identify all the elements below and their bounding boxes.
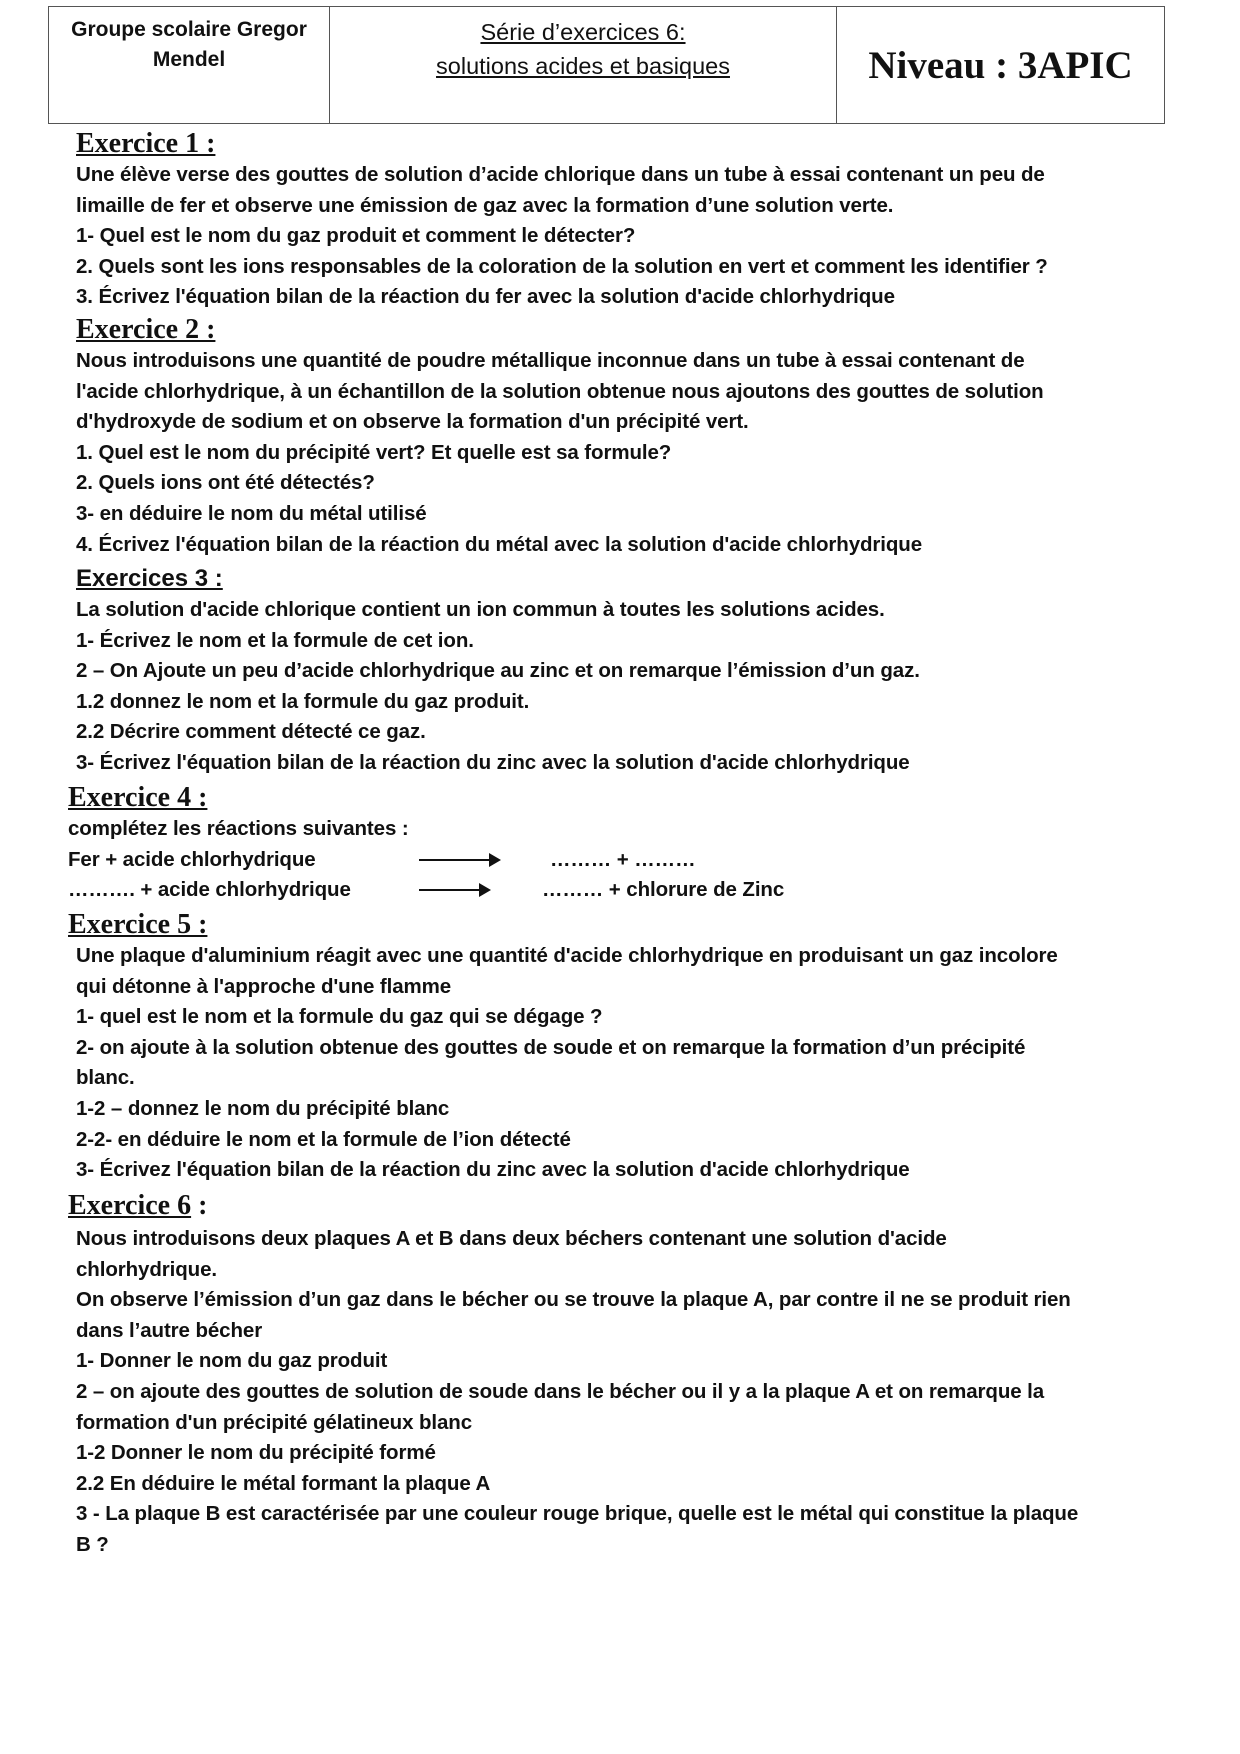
reaction-2 [68,875,868,906]
reaction-2-left: ………. + acide chlorhydrique [68,878,351,902]
exercise-2-line: d'hydroxyde de sodium et on observe la formation d'un précipité vert. [76,410,749,434]
reaction-1-right: ……… + ……… [550,847,696,871]
exercise-4-title: Exercice 4 : [68,782,208,813]
exercise-4-intro: complétez les réactions suivantes : [68,817,409,840]
exercise-6-line: On observe l’émission d’un gaz dans le bécher ou se trouve la plaque A, par contre il ne se produit rien [76,1288,1071,1312]
exercise-1-line: 3. Écrivez l'équation bilan de la réaction du fer avec la solution d'acide chlorhydrique [76,285,895,309]
series-title: Série d’exercices 6: [480,19,686,45]
exercise-3-line: 1.2 donnez le nom et la formule du gaz produit. [76,689,530,713]
arrow-icon [419,889,489,891]
series-title-cell [330,7,837,123]
reaction-1 [68,845,868,876]
exercise-2-line: 1. Quel est le nom du précipité vert? Et quelle est sa formule? [76,440,672,464]
exercise-3 [76,563,920,779]
exercise-6-body [68,1224,1078,1561]
exercise-6-line: 2 – on ajoute des gouttes de solution de soude dans le bécher ou il y a la plaque A et on remarque la [76,1379,1045,1403]
exercise-2-line: 2. Quels ions ont été détectés? [76,471,375,495]
exercise-6-line: 1-2 Donner le nom du précipité formé [76,1441,436,1465]
exercise-5-line: 2- on ajoute à la solution obtenue des gouttes de soude et on remarque la formation d’un précipité [76,1035,1026,1059]
exercise-6-line: 2.2 En déduire le métal formant la plaque A [76,1471,491,1495]
header-table [48,6,1165,124]
exercise-5-line: qui détonne à l'approche d'une flamme [76,974,452,998]
exercise-5-line: blanc. [76,1066,135,1090]
exercise-2-line: 3- en déduire le nom du métal utilisé [76,501,427,525]
exercise-1-line: Une élève verse des gouttes de solution d’acide chlorique dans un tube à essai contenant un peu de [76,163,1045,186]
exercise-5-line: 3- Écrivez l'équation bilan de la réaction du zinc avec la solution d'acide chlorhydrique [76,1158,910,1182]
reaction-1-left: Fer + acide chlorhydrique [68,847,316,871]
exercise-1-line: limaille de fer et observe une émission de gaz avec la formation d’une solution verte. [76,193,894,217]
level-label: Niveau : 3APIC [868,43,1133,87]
exercise-3-line: 2.2 Décrire comment détecté ce gaz. [76,720,426,744]
exercise-6-line: chlorhydrique. [76,1257,217,1281]
exercise-6-line: dans l’autre bécher [76,1318,263,1342]
exercise-2 [76,314,1044,560]
subject-title: solutions acides et basiques [436,53,730,79]
exercise-4 [68,782,868,906]
exercise-5-body [68,941,1058,1186]
exercise-3-line: La solution d'acide chlorique contient un ion commun à toutes les solutions acides. [76,598,885,621]
exercise-3-line: 1- Écrivez le nom et la formule de cet ion. [76,628,474,652]
exercise-6-line: B ? [76,1532,109,1556]
exercise-2-line: Nous introduisons une quantité de poudre métallique inconnue dans un tube à essai contenant de [76,349,1025,372]
exercise-6-line: 1- Donner le nom du gaz produit [76,1349,388,1373]
exercise-1-line: 2. Quels sont les ions responsables de la coloration de la solution en vert et comment les identifier ? [76,254,1048,278]
exercise-6-title: Exercice 6 : [68,1190,208,1221]
exercise-5-title: Exercice 5 : [68,909,208,940]
exercise-2-line: 4. Écrivez l'équation bilan de la réaction du métal avec la solution d'acide chlorhydrique [76,532,923,556]
exercise-1-line: 1- Quel est le nom du gaz produit et comment le détecter? [76,224,636,248]
exercise-2-title: Exercice 2 : [76,314,216,345]
exercise-5-line: 1- quel est le nom et la formule du gaz qui se dégage ? [76,1005,603,1029]
exercise-1 [76,128,1048,313]
school-name: Groupe scolaire Gregor Mendel [49,7,330,123]
exercise-3-title: Exercices 3 : [76,565,223,592]
exercise-6-line: 3 - La plaque B est caractérisée par une couleur rouge brique, quelle est le métal qui constitue la plaque [76,1502,1079,1526]
exercise-2-line: l'acide chlorhydrique, à un échantillon de la solution obtenue nous ajoutons des gouttes de solution [76,379,1044,403]
reaction-2-right: ……… + chlorure de Zinc [542,878,785,902]
exercise-6-line: formation d'un précipité gélatineux blanc [76,1410,473,1434]
exercise-5 [68,909,1058,1186]
arrow-icon [419,859,499,861]
exercise-3-line: 2 – On Ajoute un peu d’acide chlorhydrique au zinc et on remarque l’émission d’un gaz. [76,659,920,683]
exercise-5-line: 1-2 – donnez le nom du précipité blanc [76,1096,450,1120]
exercise-3-line: 3- Écrivez l'équation bilan de la réaction du zinc avec la solution d'acide chlorhydrique [76,750,910,774]
exercise-1-title: Exercice 1 : [76,128,216,159]
exercise-6 [68,1190,1078,1561]
exercise-5-line: Une plaque d'aluminium réagit avec une quantité d'acide chlorhydrique en produisant un gaz incolore [76,944,1058,967]
exercise-5-line: 2-2- en déduire le nom et la formule de l’ion détecté [76,1127,571,1151]
exercise-6-line: Nous introduisons deux plaques A et B dans deux béchers contenant une solution d'acide [76,1227,947,1250]
